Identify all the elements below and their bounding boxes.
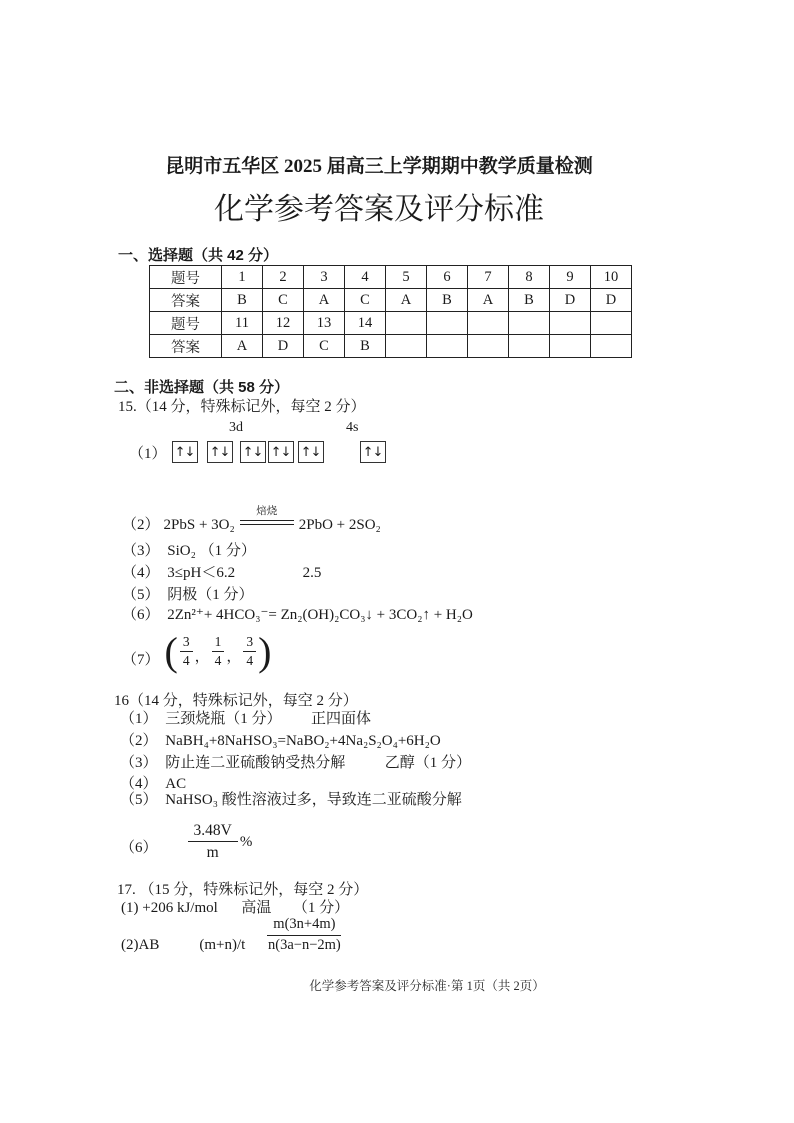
- item-label: （3）: [120, 755, 158, 771]
- reaction-condition: 焙烧: [256, 506, 278, 517]
- fraction-denominator: 4: [246, 653, 254, 668]
- item-label: (1): [121, 900, 139, 916]
- q17-heading: 17. （15 分，特殊标记外，每空 2 分）: [117, 882, 369, 898]
- comma: ，: [226, 649, 242, 665]
- fraction: [188, 822, 238, 862]
- item-label: （6）: [120, 840, 158, 856]
- table-cell: 4: [345, 266, 386, 289]
- table-cell: A: [304, 289, 345, 312]
- orbital-box: ↑↓: [240, 441, 266, 463]
- table-cell: 8: [509, 266, 550, 289]
- fraction-numerator: m(3n+4m): [267, 917, 341, 936]
- orbital-label-3d: 3d: [229, 420, 243, 435]
- table-cell: 3: [304, 266, 345, 289]
- item-label: （2）: [122, 517, 160, 533]
- answer-text: NaHSO₃ 酸性溶液过多，导致连二亚硫酸分解: [165, 792, 462, 808]
- open-paren: (: [164, 628, 178, 674]
- fraction: [212, 634, 225, 668]
- item-label: （4）: [120, 776, 158, 792]
- table-cell: [386, 335, 427, 358]
- orbital-label-4s: 4s: [346, 420, 359, 435]
- table-cell: 9: [550, 266, 591, 289]
- table-cell: 答案: [150, 289, 222, 312]
- answer-extra: 乙醇（1 分）: [384, 755, 472, 771]
- q15-item-6: [122, 607, 473, 624]
- table-cell: C: [345, 289, 386, 312]
- page-footer: 化学参考答案及评分标准·第 1页（共 2页）: [309, 979, 545, 993]
- answer-text: SiO₂ （1 分）: [167, 543, 256, 559]
- item-label: （7）: [122, 652, 160, 668]
- orbital-boxes-3d: [172, 441, 324, 463]
- table-cell: 答案: [150, 335, 222, 358]
- q15-item-7: [122, 628, 272, 674]
- table-cell: 10: [591, 266, 632, 289]
- q15-item-5: [122, 587, 254, 604]
- table-cell: D: [263, 335, 304, 358]
- table-cell: [427, 335, 468, 358]
- answer-rate: (m+n)/t: [199, 936, 246, 953]
- comma: ，: [194, 649, 210, 665]
- orbital-box: ↑↓: [298, 441, 324, 463]
- q17-item-1: [121, 900, 349, 917]
- answer-text: AB: [138, 936, 160, 953]
- close-paren: ): [258, 628, 272, 674]
- fraction: [180, 634, 193, 668]
- item-label: （4）: [122, 565, 160, 581]
- fraction-denominator: m: [206, 844, 219, 862]
- table-cell: [386, 312, 427, 335]
- q15-item-1: [129, 441, 386, 463]
- q15-item-4: [122, 565, 321, 582]
- q15-item-2: [122, 506, 381, 535]
- table-cell: [427, 312, 468, 335]
- table-cell: 12: [263, 312, 304, 335]
- q15-heading: 15.（14 分，特殊标记外，每空 2 分）: [118, 399, 366, 415]
- equation-left: 2PbS + 3O₂: [163, 517, 235, 533]
- fraction-denominator: 4: [214, 653, 222, 668]
- table-cell: D: [591, 289, 632, 312]
- table-cell: A: [468, 289, 509, 312]
- doc-subtitle: 化学参考答案及评分标准: [214, 193, 544, 226]
- fraction: [243, 634, 256, 668]
- section-choice-heading: 一、选择题（共 42 分）: [118, 247, 279, 264]
- reaction-condition-equals: [240, 507, 294, 525]
- answer-text: 防止连二亚硫酸钠受热分解: [165, 755, 346, 771]
- table-cell: B: [509, 289, 550, 312]
- table-cell: 1: [222, 266, 263, 289]
- reaction-equals-line: [240, 520, 294, 525]
- answer-text: AC: [165, 776, 187, 792]
- q16-item-6: [120, 822, 253, 862]
- percent-sign: %: [239, 834, 253, 850]
- q16-item-4: [120, 776, 186, 793]
- table-cell: 14: [345, 312, 386, 335]
- table-cell: C: [304, 335, 345, 358]
- table-row: [150, 289, 632, 312]
- table-cell: [509, 335, 550, 358]
- orbital-box: ↑↓: [207, 441, 233, 463]
- fraction-numerator: 3.48V: [188, 822, 238, 842]
- q17-item-2: [121, 917, 341, 954]
- table-cell: C: [263, 289, 304, 312]
- fraction-numerator: 3: [243, 634, 256, 652]
- table-cell: A: [386, 289, 427, 312]
- q16-item-5: [120, 792, 462, 809]
- item-label: （2）: [120, 733, 158, 749]
- table-cell: 2: [263, 266, 304, 289]
- table-cell: [591, 312, 632, 335]
- q16-item-2: [120, 733, 441, 750]
- table-cell: D: [550, 289, 591, 312]
- table-cell: A: [222, 335, 263, 358]
- item-label: (2): [121, 936, 139, 953]
- fraction-numerator: 1: [212, 634, 225, 652]
- answer-extra: 高温: [241, 900, 272, 916]
- table-cell: [468, 312, 509, 335]
- item-label: （5）: [122, 587, 160, 603]
- item-label: （1）: [120, 711, 158, 727]
- fraction-numerator: 3: [180, 634, 193, 652]
- item-label: （6）: [122, 607, 160, 623]
- answer-table: [149, 265, 632, 358]
- table-cell: [550, 335, 591, 358]
- item-label: （1）: [129, 445, 167, 462]
- table-cell: [591, 335, 632, 358]
- table-cell: 题号: [150, 312, 222, 335]
- section-free-heading: 二、非选择题（共 58 分）: [114, 379, 290, 396]
- q16-item-3: [120, 755, 471, 772]
- table-cell: 11: [222, 312, 263, 335]
- q16-item-1: [120, 711, 371, 728]
- fraction-denominator: n(3a−n−2m): [268, 936, 341, 953]
- table-cell: [468, 335, 509, 358]
- answer-text: 3≤pH＜6.2: [167, 565, 236, 581]
- table-row: [150, 335, 632, 358]
- table-cell: 6: [427, 266, 468, 289]
- fraction-denominator: 4: [182, 653, 190, 668]
- table-row: [150, 266, 632, 289]
- table-cell: [509, 312, 550, 335]
- answer-extra: 正四面体: [311, 711, 372, 727]
- table-row: [150, 312, 632, 335]
- table-cell: 5: [386, 266, 427, 289]
- table-cell: 13: [304, 312, 345, 335]
- table-cell: B: [345, 335, 386, 358]
- table-cell: 题号: [150, 266, 222, 289]
- q16-heading: 16（14 分，特殊标记外，每空 2 分）: [114, 693, 358, 709]
- item-label: （3）: [122, 543, 160, 559]
- table-cell: B: [222, 289, 263, 312]
- doc-title: 昆明市五华区 2025 届高三上学期期中教学质量检测: [165, 156, 593, 177]
- item-label: （5）: [120, 792, 158, 808]
- q15-item-3: [122, 543, 256, 560]
- table-cell: B: [427, 289, 468, 312]
- answer-text: NaBH₄+8NaHSO₃=NaBO₂+4Na₂S₂O₄+6H₂O: [165, 733, 441, 749]
- score-note: （1 分）: [292, 900, 350, 916]
- orbital-box: ↑↓: [172, 441, 198, 463]
- orbital-box: ↑↓: [360, 441, 386, 463]
- answer-text: +206 kJ/mol: [142, 900, 218, 916]
- table-cell: [550, 312, 591, 335]
- fraction: [267, 917, 341, 954]
- orbital-boxes-4s: [360, 441, 386, 463]
- answer-extra: 2.5: [302, 565, 322, 581]
- answer-text: 2Zn²⁺+ 4HCO₃⁻= Zn₂(OH)₂CO₃↓ + 3CO₂↑ + H₂O: [167, 607, 473, 623]
- table-cell: 7: [468, 266, 509, 289]
- equation-right: 2PbO + 2SO₂: [298, 517, 381, 533]
- orbital-box: ↑↓: [268, 441, 294, 463]
- answer-text: 阴极（1 分）: [167, 587, 254, 603]
- answer-text: 三颈烧瓶（1 分）: [165, 711, 282, 727]
